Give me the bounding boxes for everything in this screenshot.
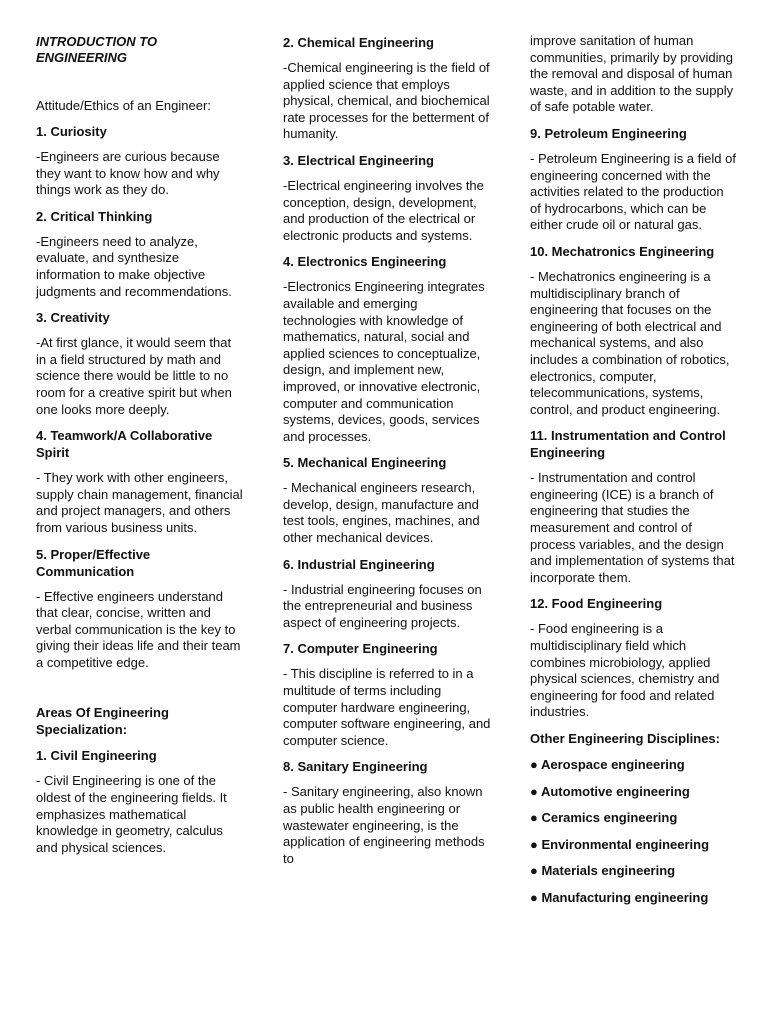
item-heading: 5. Mechanical Engineering <box>283 455 447 471</box>
item-text: -Electronics Engineering integrates available and emerging technologies with knowledge of mathematics, natural, social and applied sciences to conceptualize, design, and implement new, improved, or innovative electronic, computer and communication systems, devices, goods, services and processes. <box>283 279 485 444</box>
list-item: ● Automotive engineering <box>530 783 690 799</box>
list-item: ● Manufacturing engineering <box>530 889 709 905</box>
column-right <box>530 33 738 915</box>
item-heading: 3. Electrical Engineering <box>283 152 434 168</box>
item-heading: 2. Chemical Engineering <box>283 35 434 50</box>
item-text: - They work with other engineers, supply chain management, financial and project managers, and others from various business units. <box>36 470 243 535</box>
item-heading: 8. Sanitary Engineering <box>283 759 428 775</box>
item-text: - Industrial engineering focuses on the entrepreneurial and business aspect of engineering projects. <box>283 581 482 630</box>
item-text: - This discipline is referred to in a multitude of terms including computer hardware engineering, computer software engineering, and computer science. <box>283 666 491 748</box>
item-heading: 1. Civil Engineering <box>36 748 157 764</box>
document-title: INTRODUCTION TO ENGINEERING <box>36 34 158 65</box>
item-text: -Chemical engineering is the field of applied science that employs physical, chemical, and biochemical rate processes for the betterment of humanity. <box>283 60 490 142</box>
item-text: - Civil Engineering is one of the oldest of the engineering fields. It emphasizes mathematical knowledge in geometry, calculus and physical sciences. <box>36 773 227 855</box>
item-text: -Engineers need to analyze, evaluate, and synthesize information to make objective judgments and recommendations. <box>36 233 232 299</box>
item-heading: 4. Teamwork/A Collaborative Spirit <box>36 428 213 461</box>
list-item: ● Ceramics engineering <box>530 810 678 825</box>
item-heading: 3. Creativity <box>36 310 110 326</box>
areas-heading: Areas Of Engineering Specialization: <box>36 705 169 738</box>
item-text: - Food engineering is a multidisciplinary field which combines microbiology, applied physical sciences, chemistry and engineering for food and related industries. <box>530 621 720 720</box>
item-text: - Mechatronics engineering is a multidisciplinary branch of engineering that focuses on the engineering of both electrical and mechanical systems, and also includes a combination of robotics, electronics, computer, telecommunications, systems, control, and product engineering. <box>530 268 730 417</box>
item-heading: 2. Critical Thinking <box>36 208 153 224</box>
item-heading: 1. Curiosity <box>36 124 107 139</box>
item-heading: 5. Proper/Effective Communication <box>36 546 151 579</box>
item-text: - Sanitary engineering, also known as public health engineering or wastewater engineering, is the application of engineering methods to <box>283 784 485 866</box>
list-item: ● Materials engineering <box>530 863 676 878</box>
other-disciplines-heading: Other Engineering Disciplines: <box>530 731 720 746</box>
item-text: - Mechanical engineers research, develop, design, manufacture and test tools, engines, machines, and other mechanical devices. <box>283 480 480 546</box>
list-item: ● Aerospace engineering <box>530 757 685 772</box>
item-heading: 4. Electronics Engineering <box>283 254 447 270</box>
item-text: -At first glance, it would seem that in a field structured by math and science there would be little to no room for a creative spirit but when one looks more deeply. <box>36 335 232 417</box>
continued-text: improve sanitation of human communities, primarily by providing the removal and disposal of human waste, and in addition to the supply of safe potable water. <box>530 33 734 115</box>
item-text: - Petroleum Engineering is a field of engineering concerned with the activities related to the production of hydrocarbons, which can be either crude oil or natural gas. <box>530 150 736 233</box>
item-text: -Engineers are curious because they want to know how and why things work as they do. <box>36 149 220 198</box>
list-item: ● Environmental engineering <box>530 836 710 852</box>
item-heading: 10. Mechatronics Engineering <box>530 243 715 259</box>
item-heading: 6. Industrial Engineering <box>283 556 435 572</box>
item-heading: 7. Computer Engineering <box>283 641 438 657</box>
item-text: - Effective engineers understand that clear, concise, written and verbal communication is the key to giving their ideas life and their team a competitive edge. <box>36 588 241 670</box>
item-text: -Electrical engineering involves the conception, design, development, and production of the electrical or electronic products and systems. <box>283 177 484 243</box>
item-heading: 11. Instrumentation and Control Engineering <box>530 428 726 461</box>
column-left <box>36 34 244 865</box>
item-heading: 9. Petroleum Engineering <box>530 125 687 141</box>
attitude-heading: Attitude/Ethics of an Engineer: <box>36 98 211 113</box>
item-heading: 12. Food Engineering <box>530 596 663 612</box>
item-text: - Instrumentation and control engineering (ICE) is a branch of engineering that studies the measurement and control of process variables, and the design and implementation of systems that incorporate them. <box>530 470 735 585</box>
column-middle <box>283 34 491 876</box>
